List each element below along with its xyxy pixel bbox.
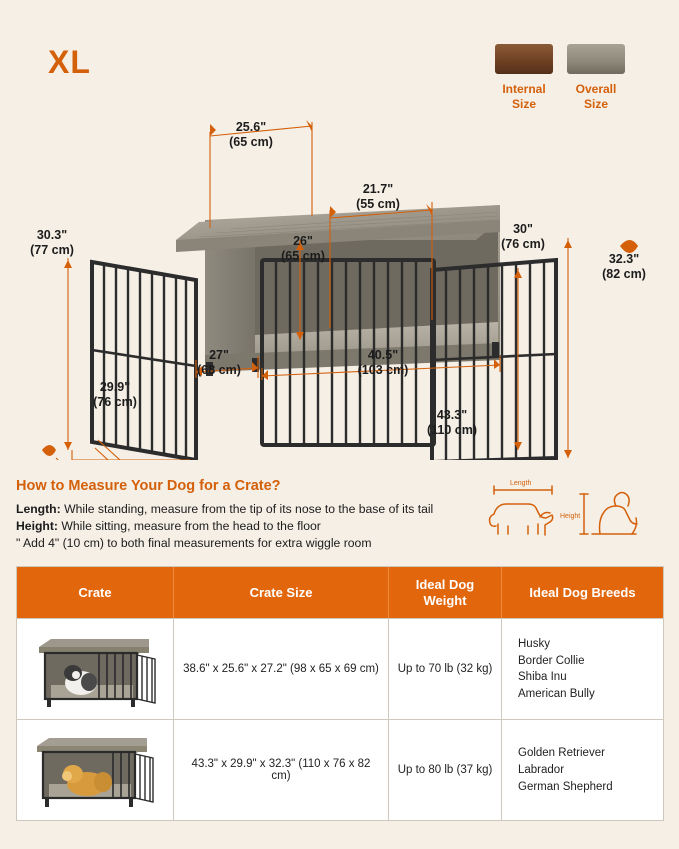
table-row xyxy=(17,719,663,820)
dim-inner-depth: 27" (68 cm) xyxy=(197,348,241,377)
breed-item: Shiba Inu xyxy=(518,671,567,684)
dim-left-height: 30.3" (77 cm) xyxy=(30,228,74,257)
swatch-internal xyxy=(495,44,553,74)
measure-line-note: " Add 4" (10 cm) to both final measurements for extra wiggle room xyxy=(16,536,372,550)
dog-measurement-icons xyxy=(480,476,650,548)
table-row xyxy=(17,618,663,719)
breed-item: German Shepherd xyxy=(518,780,613,793)
breed-item: Husky xyxy=(518,637,550,650)
ideal-weight-cell: Up to 80 lb (37 kg) xyxy=(389,720,502,820)
swatch-overall-label-line1: Overall xyxy=(575,82,617,96)
size-swatches xyxy=(495,44,631,112)
dim-inner-height: 26" (65 cm) xyxy=(281,234,325,263)
breed-item: American Bully xyxy=(518,687,595,700)
icon-label-height: Height xyxy=(560,513,581,520)
header-crate-size: Crate Size xyxy=(174,567,389,618)
dim-inner-width: 21.7" (55 cm) xyxy=(356,182,400,211)
dim-overall-height: 32.3" (82 cm) xyxy=(602,252,646,281)
crate-dimension-diagram xyxy=(0,110,679,460)
breed-item: Golden Retriever xyxy=(518,747,605,760)
crate-image-cell xyxy=(17,619,174,719)
dim-door-height: 30" (76 cm) xyxy=(501,222,545,251)
breed-item: Border Collie xyxy=(518,654,585,667)
dim-overall-length: 43.3" (110 cm) xyxy=(426,408,478,437)
dim-top-width: 25.6" (65 cm) xyxy=(229,120,273,149)
table-header-row xyxy=(17,567,663,618)
crate-size-cell: 38.6" x 25.6" x 27.2" (98 x 65 x 69 cm) xyxy=(174,619,389,719)
icon-label-length: Length xyxy=(510,480,532,487)
dim-overall-depth: 29.9" (76 cm) xyxy=(93,380,137,409)
swatch-internal-label-line2: Size xyxy=(511,97,536,111)
ideal-breeds-cell xyxy=(502,619,663,719)
swatch-overall-label-line2: Size xyxy=(583,97,608,111)
crate-thumbnail-2 xyxy=(29,726,161,814)
ideal-weight-cell: Up to 70 lb (32 kg) xyxy=(389,619,502,719)
measure-section xyxy=(16,478,664,553)
swatch-overall-label xyxy=(567,82,625,112)
measure-line-length: Length: While standing, measure from the tip of its nose to the base of its tail xyxy=(16,502,434,516)
ideal-breeds-cell xyxy=(502,720,663,820)
size-badge: XL xyxy=(48,44,91,80)
crate-size-cell: 43.3" x 29.9" x 32.3" (110 x 76 x 82 cm) xyxy=(174,720,389,820)
header-ideal-breeds: Ideal Dog Breeds xyxy=(529,584,636,600)
breed-item: Labrador xyxy=(518,763,565,776)
dim-inner-length: 40.5" (103 cm) xyxy=(357,348,409,377)
swatch-internal-label-line1: Internal xyxy=(502,82,546,96)
crate-image-cell xyxy=(17,720,174,820)
swatch-internal-label xyxy=(495,82,553,112)
header-ideal-weight: Ideal Dog Weight xyxy=(389,567,502,618)
crate-thumbnail-1 xyxy=(29,625,161,713)
measure-line-height: Height: While sitting, measure from the head to the floor xyxy=(16,519,321,533)
swatch-overall xyxy=(567,44,625,74)
measure-title: How to Measure Your Dog for a Crate? xyxy=(16,478,281,494)
header-crate: Crate xyxy=(17,567,174,618)
crate-comparison-table xyxy=(16,566,664,821)
